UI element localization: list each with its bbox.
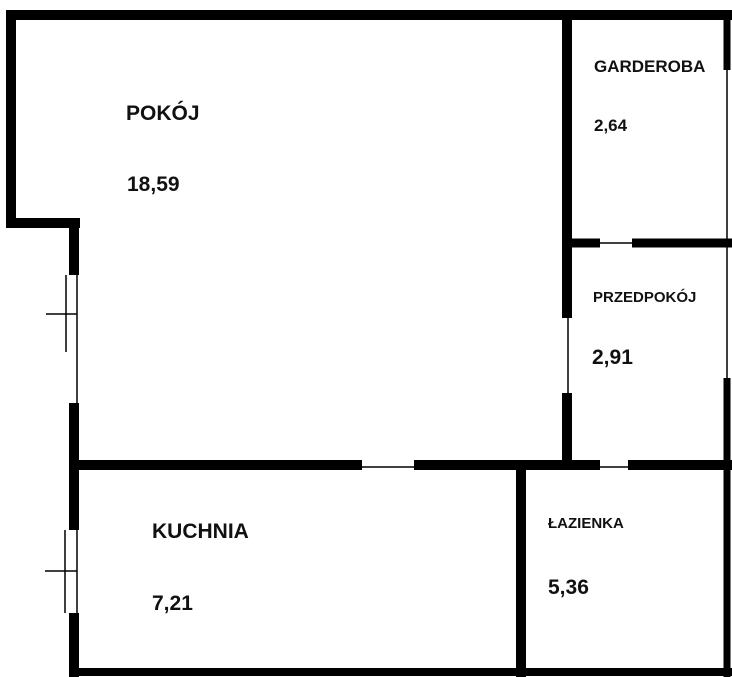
room-name-lazienka: ŁAZIENKA xyxy=(548,515,624,532)
room-area-pokoj: 18,59 xyxy=(127,173,180,196)
room-name-pokoj: POKÓJ xyxy=(126,102,200,125)
room-area-lazienka: 5,36 xyxy=(548,576,589,599)
room-name-garderoba: GARDEROBA xyxy=(594,57,706,76)
room-name-przedpokoj: PRZEDPOKÓJ xyxy=(593,289,697,306)
window-pokoj xyxy=(46,275,77,403)
room-area-przedpokoj: 2,91 xyxy=(592,346,633,369)
room-name-kuchnia: KUCHNIA xyxy=(152,520,249,543)
window-kuchnia xyxy=(45,530,77,613)
room-area-kuchnia: 7,21 xyxy=(152,592,193,615)
room-area-garderoba: 2,64 xyxy=(594,116,628,135)
